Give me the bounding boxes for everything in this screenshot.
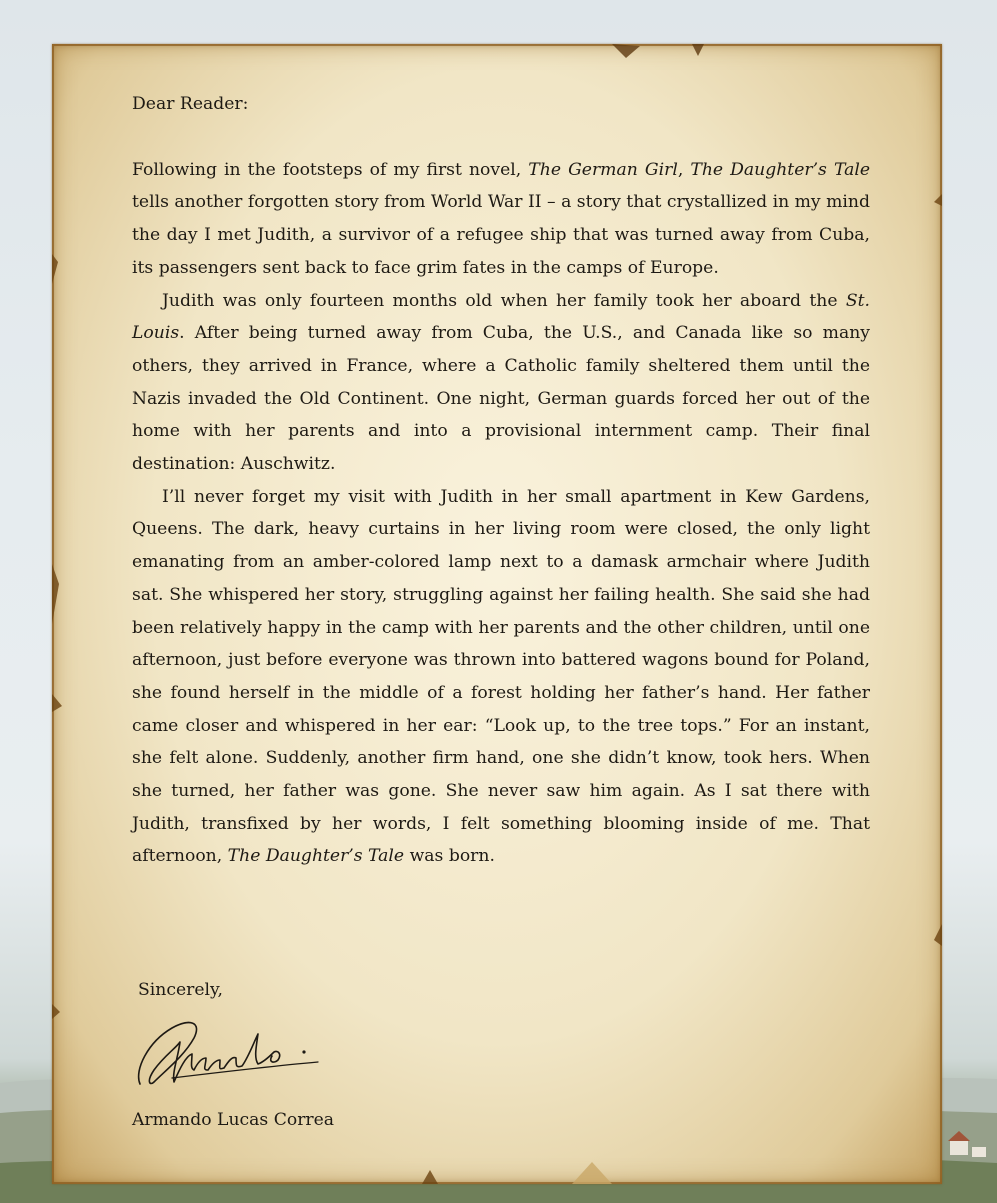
paragraph-text: was born. bbox=[404, 846, 495, 867]
paragraph-text: , bbox=[677, 159, 691, 180]
paragraph-text: Judith was only fourteen months old when her family took her aboard the bbox=[162, 290, 846, 311]
letter-paragraph bbox=[132, 154, 870, 285]
handwritten-signature bbox=[132, 1012, 332, 1102]
paragraph-text: Following in the footsteps of my first novel, bbox=[132, 159, 529, 180]
italic-title-text: The Daughter’s Tale bbox=[227, 846, 405, 867]
signer-name: Armando Lucas Correa bbox=[132, 1110, 335, 1130]
paragraph-text: . After being turned away from Cuba, the U.S., and Canada like so many others, they arrived in France, where a Catholic family sheltered them until the Nazis invaded the Old Continent. One night, German guards forced her out of the home with her parents and into a provisional internment camp. Their final destination: Auschwitz. bbox=[132, 323, 870, 475]
letter-paragraph bbox=[132, 285, 870, 481]
letter-body bbox=[132, 88, 870, 873]
closing: Sincerely, bbox=[138, 980, 223, 1000]
italic-title-text: The Daughter’s Tale bbox=[690, 159, 870, 180]
paragraph-text: tells another forgotten story from World War II – a story that crystallized in my mind the day I met Judith, a survivor of a refugee ship that was turned away from Cuba, its passengers sent back to face grim fates in the camps of Europe. bbox=[132, 192, 870, 278]
paragraph-text: I’ll never forget my visit with Judith in her small apartment in Kew Gardens, Queens. The dark, heavy curtains in her living room were closed, the only light emanating from an amber-colored lamp next to a damask armchair where Judith sat. She whispered her story, struggling against her failing health. She said she had been relatively happy in the camp with her parents and the other children, until one afternoon, just before everyone was thrown into battered wagons bound for Poland, she found herself in the middle of a forest holding her father’s hand. Her father came closer and whispered in her ear: “Look up, to the tree tops.” For an instant, she felt alone. Suddenly, another firm hand, one she didn’t know, took hers. When she turned, her father was gone. She never saw him again. As I sat there with Judith, transfixed by her words, I felt something blooming inside of me. That afternoon, bbox=[132, 486, 870, 867]
italic-title-text: The German Girl bbox=[528, 159, 678, 180]
salutation: Dear Reader: bbox=[132, 94, 249, 114]
parchment-letter bbox=[52, 44, 942, 1184]
letter-paragraph bbox=[132, 481, 870, 873]
italic-title-text: St. Louis bbox=[132, 290, 870, 344]
